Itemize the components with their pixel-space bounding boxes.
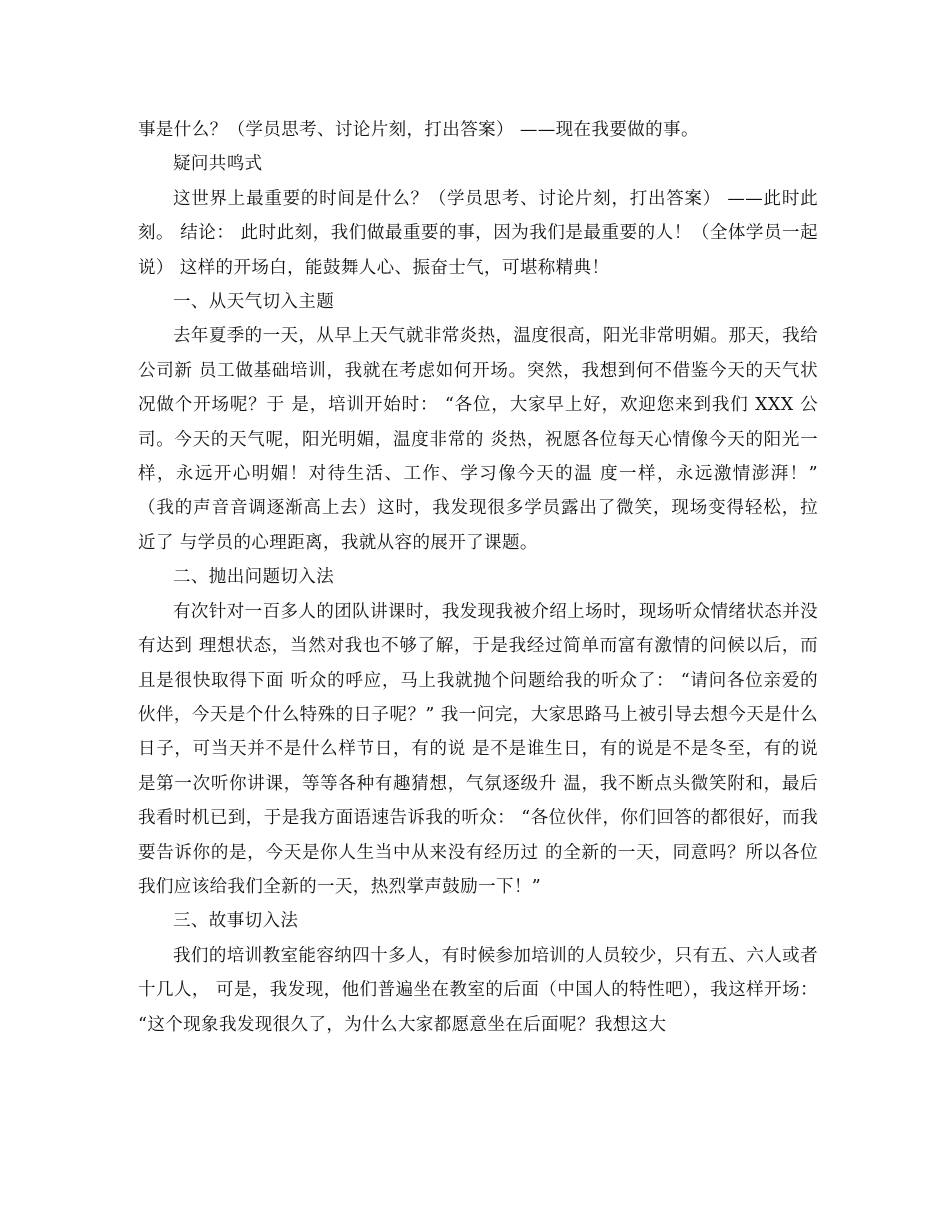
section-heading: 一、从天气切入主题 <box>173 292 335 313</box>
paragraph-continued: 事是什么？（学员思考、讨论片刻，打出答案） ——现在我要做的事。 <box>138 120 699 140</box>
paragraph: 这世界上最重要的时间是什么？（学员思考、讨论片刻，打出答案） ——此时此刻。 结论： 此时此刻，我们做最重要的事，因为我们是最重要的人！（全体学员一起说） 这样的开场白，能鼓舞人心、振奋士气，可堪称精典！ <box>138 188 818 278</box>
document-body <box>138 113 824 1042</box>
section-heading: 疑问共鸣式 <box>173 154 263 175</box>
section-heading: 二、抛出问题切入法 <box>173 567 335 588</box>
paragraph: 去年夏季的一天，从早上天气就非常炎热，温度很高，阳光非常明媚。那天，我给公司新 员工做基础培训，我就在考虑如何开场。突然，我想到何不借鉴今天的天气状况做个开场呢？于 是，培训开始时： “各位，大家早上好，欢迎您来到我们 XXX 公司。今天的天气呢，阳光明媚，温度非常的 炎热，祝愿各位每天心情像今天的阳光一样，永远开心明媚！对待生活、工作、学习像今天的温 度一样，永远激情澎湃！” （我的声音音调逐渐高上去）这时，我发现很多学员露出了微笑，现场变得轻松，拉近了 与学员的心理距离，我就从容的展开了课题。 <box>138 326 824 553</box>
paragraph: 有次针对一百多人的团队讲课时，我发现我被介绍上场时，现场听众情绪状态并没有达到 理想状态，当然对我也不够了解，于是我经过简单而富有激情的问候以后，而且是很快取得下面 听众的呼应，马上我就抛个问题给我的听众了： “请问各位亲爱的伙伴，今天是个什么特殊的日子呢？” 我一问完，大家思路马上被引导去想今天是什么日子，可当天并不是什么样节日，有的说 是不是谁生日，有的说是不是冬至，有的说是第一次听你讲课，等等各种有趣猜想，气氛逐级升 温，我不断点头微笑附和，最后我看时机已到，于是我方面语速告诉我的听众： “各位伙伴，你们回答的都很好，而我要告诉你的是，今天是你人生当中从来没有经历过 的全新的一天，同意吗？所以各位我们应该给我们全新的一天，热烈掌声鼓励一下！” <box>138 601 818 897</box>
paragraph: 我们的培训教室能容纳四十多人，有时候参加培训的人员较少，只有五、六人或者十几人， 可是，我发现，他们普遍坐在教室的后面（中国人的特性吧），我这样开场： “这个现象我发现很久了，为什么大家都愿意坐在后面呢？我想这大 <box>138 945 824 1035</box>
section-heading: 三、故事切入法 <box>173 911 299 932</box>
